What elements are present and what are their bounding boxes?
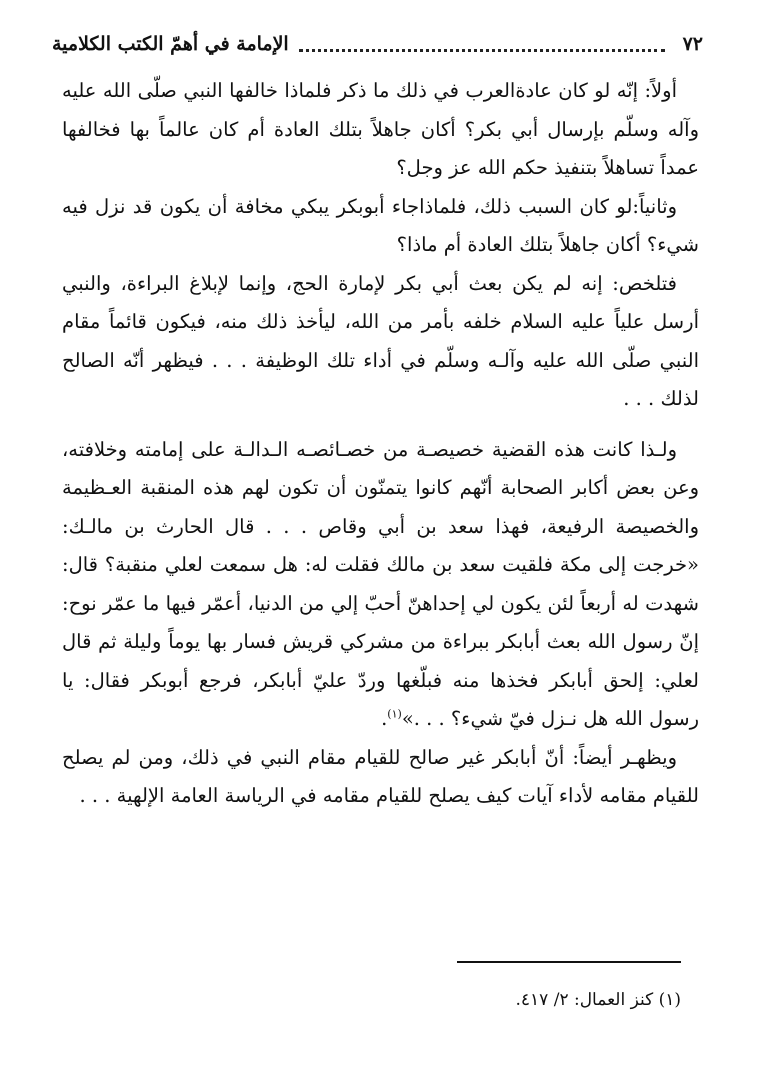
header-dot-leader [299,37,665,52]
footnote: (١) كنز العمال: ٢/ ٤١٧. [515,990,681,1010]
narration-text: ولـذا كانت هذه القضية خصيصـة من خصـائصـه الـدالـة على إمامته وخلافته، وعن بعض أكابر الصحابة أنّهم كانوا يتمنّون أن تكون لهم هذه المنقبة العـظيمة والخصيصة الرفيعة، فهذا سعد بن أبي وقاص . . . قال الحارث بن مالـك: «خرجت إلى مكة فلقيت سعد بن مالك فقلت له: هل سمعت لعلي منقبة؟ قال: شهدت له أربعاً لئن يكون لي إحداهنّ أحبّ إلي من الدنيا، أعمّر فيها ما عمّر نوح: إنّ رسول الله بعث أبابكر ببراءة من مشركي قريش فسار بها يوماً وليلة ثم قال لعلي: إلحق أبابكر فخذها منه فبلّغها وردّ عليّ أبابكر، فرجع أبوبكر فقال: يا رسول الله هل نـزل فيّ شيء؟ . . .» [62,437,699,730]
footnote-reference: (١) [387,707,402,721]
paragraph-narration: ولـذا كانت هذه القضية خصيصـة من خصـائصـه الـدالـة على إمامته وخلافته، وعن بعض أكابر الصحابة أنّهم كانوا يتمنّون أن تكون لهم هذه المنقبة العـظيمة والخصيصة الرفيعة، فهذا سعد بن أبي وقاص . . . قال الحارث بن مالـك: «خرجت إلى مكة فلقيت سعد بن مالك فقلت له: هل سمعت لعلي منقبة؟ قال: شهدت له أربعاً لئن يكون لي إحداهنّ أحبّ إلي من الدنيا، أعمّر فيها ما عمّر نوح: إنّ رسول الله بعث أبابكر ببراءة من مشركي قريش فسار بها يوماً وليلة ثم قال لعلي: إلحق أبابكر فخذها منه فبلّغها وردّ عليّ أبابكر، فرجع أبوبكر فقال: يا رسول الله هل نـزل فيّ شيء؟ . . .»$^{(١)}$. [62,437,699,730]
paragraph-second-objection: وثانياً:لو كان السبب ذلك، فلماذاجاء أبوبكر يبكي مخافة أن يكون قد نزل فيه شيء؟ أكان جاهلاً بتلك العادة أم ماذا؟ [62,194,699,256]
paragraph-conclusion: ويظهـر أيضاً: أنّ أبابكر غير صالح للقيام مقام النبي في ذلك، ومن لم يصلح للقيام مقامه لأداء آيات كيف يصلح للقيام مقامه في الرياسة العامة الإلهية . . . [62,745,699,807]
page-number: ٧٢ [682,33,703,55]
footnote-separator [457,961,681,963]
paragraph-summary: فتلخص: إنه لم يكن بعث أبي بكر لإمارة الحج، وإنما لإبلاغ البراءة، والنبي أرسل علياً عليه السلام خلفه بأمر من الله، ليأخذ ذلك منه، فيكون قائماً مقام النبي صلّى الله عليه وآلـه وسلّم في أداء تلك الوظيفة . . . فيظهر أنّه الصالح لذلك . . . [62,271,699,410]
running-header [52,26,703,62]
page-body [62,72,699,816]
running-title: الإمامة في أهمّ الكتب الكلامية [52,33,289,55]
paragraph-first-objection: أولاً: إنّه لو كان عادةالعرب في ذلك ما ذكر فلماذا خالفها النبي صلّى الله عليه وآله وسلّم بإرسال أبي بكر؟ أكان جاهلاً بتلك العادة أم كان عالماً بها فخالفها عمداً تساهلاً بتنفيذ حكم الله عز وجل؟ [62,79,699,179]
